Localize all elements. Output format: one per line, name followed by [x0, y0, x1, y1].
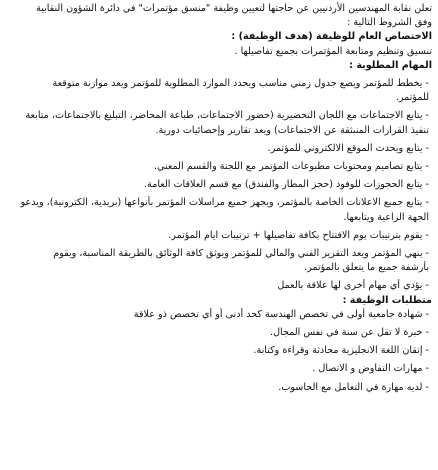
- general-section-title: الاختصاص العام للوظيفة (هدف الوظيفة) :: [231, 31, 432, 43]
- task-item: - يتابع تصاميم ومحتويات مطبوعات المؤتمر مع اللجنة والقسم المعني.: [153, 161, 429, 173]
- task-item: - يتابع الحجوزات للوفود (حجز المطار والفندق) مع قسم العلاقات العامة.: [144, 179, 429, 191]
- requirements-section-title: متطلبات الوظيفة :: [342, 294, 432, 306]
- tasks-section-title: المهام المطلوبة :: [349, 59, 432, 71]
- task-item: - يقوم بترتيبات يوم الافتتاح بكافة تفاصيلها + ترتيبات ايام المؤتمر.: [168, 229, 429, 241]
- task-item: - يؤدي أي مهام أخرى لها علاقة بالعمل: [277, 280, 429, 292]
- requirement-item: - مهارات التفاوض و الاتصال .: [312, 363, 429, 375]
- task-item: - يتابع جميع الاعلانات الخاصة بالمؤتمر، ويجهز جميع مراسلات المؤتمر بأنواعها (بريدية، الكترونية)، ويدعو: [20, 197, 429, 209]
- task-item: - يتابع ويحدث الموقع الالكتروني للمؤتمر.: [267, 142, 429, 154]
- intro-line: تعلن نقابة المهندسين الأردنيين عن حاجتها لتعيين وظيفة "منسق مؤتمرات" في دائرة الشؤون النقابية: [36, 3, 432, 14]
- intro-line: وفق الشروط التالية :: [347, 17, 432, 29]
- requirement-item: - شهادة جامعية أولى في تخصص الهندسة كحد أدنى أو أي تخصص ذو علاقة: [133, 308, 429, 320]
- task-item: - يخطط للمؤتمر ويضع جدول زمني مناسب ويحدد الموارد المطلوبة للمؤتمر ويعد موازنة متوقعة: [52, 78, 429, 90]
- requirement-item: - لديه مهارة في التعامل مع الحاسوب.: [278, 381, 429, 393]
- task-item: - يتابع الاجتماعات مع اللجان التحضيرية (حضور الاجتماعات، طباعة المحاضر، التبليغ بالاجتماعات، متابعة: [25, 110, 429, 122]
- task-item: - ينهي المؤتمر ويعد التقرير الفني والمالي للمؤتمر ويوثق كافة الوثائق بالطريقة المناسبة، ويقوم: [53, 248, 429, 260]
- requirement-item: - إتقان اللغة الانجليزية محادثة وقراءة وكتابة.: [253, 345, 429, 357]
- general-section-text: تنسيق وتنظيم ومتابعة المؤتمرات بجميع تفاصيلها .: [234, 45, 432, 57]
- task-item-continued: الجهة الراعية ويتابعها.: [343, 211, 429, 223]
- task-item-continued: للمؤتمر.: [395, 92, 429, 104]
- requirement-item: - خبرة لا تقل عن سنة في نفس المجال.: [270, 327, 429, 339]
- task-item-continued: تنفيذ القرارات المنبثقة عن الاجتماعات) ويعد تقارير وإحصائيات دورية.: [155, 124, 429, 136]
- task-item-continued: بأرشفة جميع ما يتعلق بالمؤتمر.: [304, 262, 429, 274]
